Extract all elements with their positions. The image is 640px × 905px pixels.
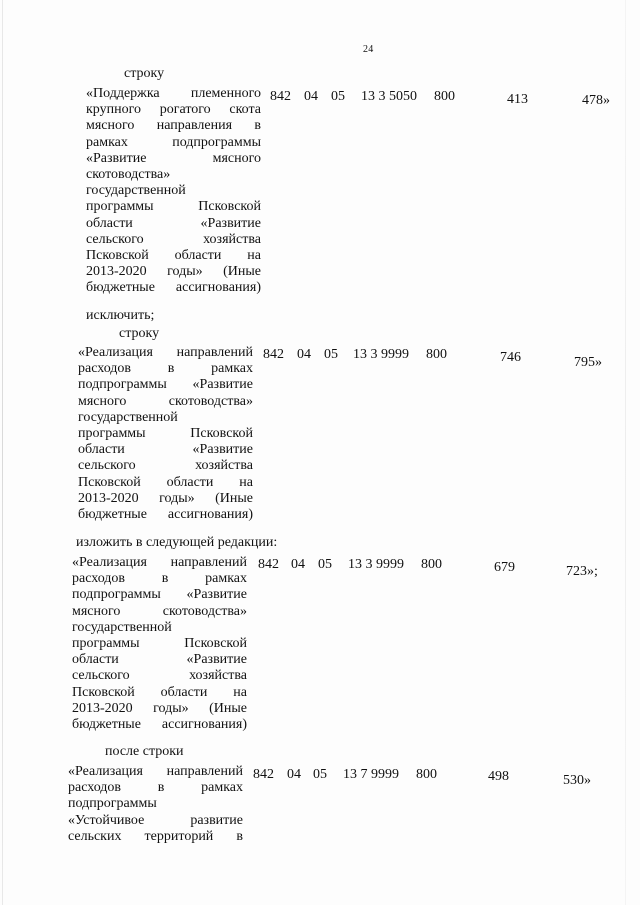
block-3-value-1: 679 xyxy=(494,560,515,575)
block-4-lead: после строки xyxy=(105,744,184,759)
block-4-code-ministry: 842 xyxy=(253,767,274,782)
desc-line: программы Псковской xyxy=(78,425,253,441)
block-1-value-1: 413 xyxy=(507,92,528,107)
desc-line: рамках подпрограммы xyxy=(86,134,261,150)
desc-line: подпрограммы xyxy=(68,796,157,812)
desc-line: скотоводства» xyxy=(86,166,171,182)
desc-line: государственной xyxy=(72,619,172,635)
desc-line: государственной xyxy=(78,409,178,425)
desc-line: сельских территорий в xyxy=(68,828,243,844)
desc-line: Псковской области на xyxy=(72,684,247,700)
block-1-value-2: 478» xyxy=(582,93,610,108)
desc-line: программы Псковской xyxy=(72,635,247,651)
desc-line: «Устойчивое развитие xyxy=(68,812,243,828)
desc-line: «Развитие мясного xyxy=(86,150,261,166)
desc-line: мясного скотоводства» xyxy=(78,393,253,409)
desc-line: подпрограммы «Развитие xyxy=(78,377,253,393)
scan-edge-left xyxy=(2,0,3,905)
desc-line: области «Развитие xyxy=(78,442,253,458)
block-4-code-subsection: 05 xyxy=(313,767,327,782)
block-3-code-target: 13 3 9999 xyxy=(348,557,404,572)
block-3-description xyxy=(72,555,247,733)
block-2-code-ministry: 842 xyxy=(263,347,284,362)
desc-line: мясного направления в xyxy=(86,118,261,134)
block-4-code-target: 13 7 9999 xyxy=(343,767,399,782)
scan-edge-right xyxy=(625,0,626,905)
desc-line: «Реализация направлений xyxy=(68,764,243,779)
block-1-code-subsection: 05 xyxy=(331,89,345,104)
block-3-code-subsection: 05 xyxy=(318,557,332,572)
block-4-value-2: 530» xyxy=(563,773,591,788)
page-number: 24 xyxy=(363,44,374,55)
desc-line: расходов в рамках xyxy=(72,571,247,587)
desc-line: 2013-2020 годы» (Иные xyxy=(86,264,261,280)
desc-line: сельского хозяйства xyxy=(86,231,261,247)
desc-line: «Поддержка племенного xyxy=(86,86,261,101)
desc-line: подпрограммы «Развитие xyxy=(72,587,247,603)
desc-line: области «Развитие xyxy=(72,652,247,668)
desc-line: крупного рогатого скота xyxy=(86,102,261,118)
block-3-code-section: 04 xyxy=(291,557,305,572)
desc-line: государственной xyxy=(86,183,186,199)
desc-line: области «Развитие xyxy=(86,215,261,231)
desc-line: «Реализация направлений xyxy=(72,555,247,570)
desc-line: «Реализация направлений xyxy=(78,345,253,360)
block-3-code-type: 800 xyxy=(421,557,442,572)
block-1-code-type: 800 xyxy=(434,89,455,104)
desc-line: расходов в рамках xyxy=(78,361,253,377)
block-4-value-1: 498 xyxy=(488,769,509,784)
block-3-lead: изложить в следующей редакции: xyxy=(76,535,278,550)
desc-line: бюджетные ассигнования) xyxy=(72,716,247,732)
block-1-lead: строку xyxy=(124,66,165,81)
desc-line: 2013-2020 годы» (Иные xyxy=(78,490,253,506)
desc-line: расходов в рамках xyxy=(68,780,243,796)
desc-line: сельского хозяйства xyxy=(78,458,253,474)
block-3-value-2: 723»; xyxy=(566,564,598,579)
desc-line: программы Псковской xyxy=(86,199,261,215)
desc-line: Псковской области на xyxy=(78,474,253,490)
block-4-code-type: 800 xyxy=(416,767,437,782)
block-1-code-ministry: 842 xyxy=(270,89,291,104)
block-2-value-2: 795» xyxy=(574,355,602,370)
block-2-code-type: 800 xyxy=(426,347,447,362)
block-4-description xyxy=(68,764,243,845)
desc-line: сельского хозяйства xyxy=(72,668,247,684)
block-1-description xyxy=(86,86,261,296)
block-2-code-subsection: 05 xyxy=(324,347,338,362)
desc-line: Псковской области на xyxy=(86,247,261,263)
block-4-code-section: 04 xyxy=(287,767,301,782)
desc-line: 2013-2020 годы» (Иные xyxy=(72,700,247,716)
block-2-value-1: 746 xyxy=(500,350,521,365)
block-2-lead-2: строку xyxy=(119,326,160,341)
desc-line: бюджетные ассигнования) xyxy=(78,506,253,522)
block-2-code-target: 13 3 9999 xyxy=(353,347,409,362)
block-1-code-target: 13 3 5050 xyxy=(361,89,417,104)
desc-line: мясного скотоводства» xyxy=(72,603,247,619)
block-2-description xyxy=(78,345,253,523)
block-1-code-section: 04 xyxy=(304,89,318,104)
block-2-lead: исключить; xyxy=(86,308,155,323)
block-2-code-section: 04 xyxy=(297,347,311,362)
block-3-code-ministry: 842 xyxy=(258,557,279,572)
desc-line: бюджетные ассигнования) xyxy=(86,280,261,296)
